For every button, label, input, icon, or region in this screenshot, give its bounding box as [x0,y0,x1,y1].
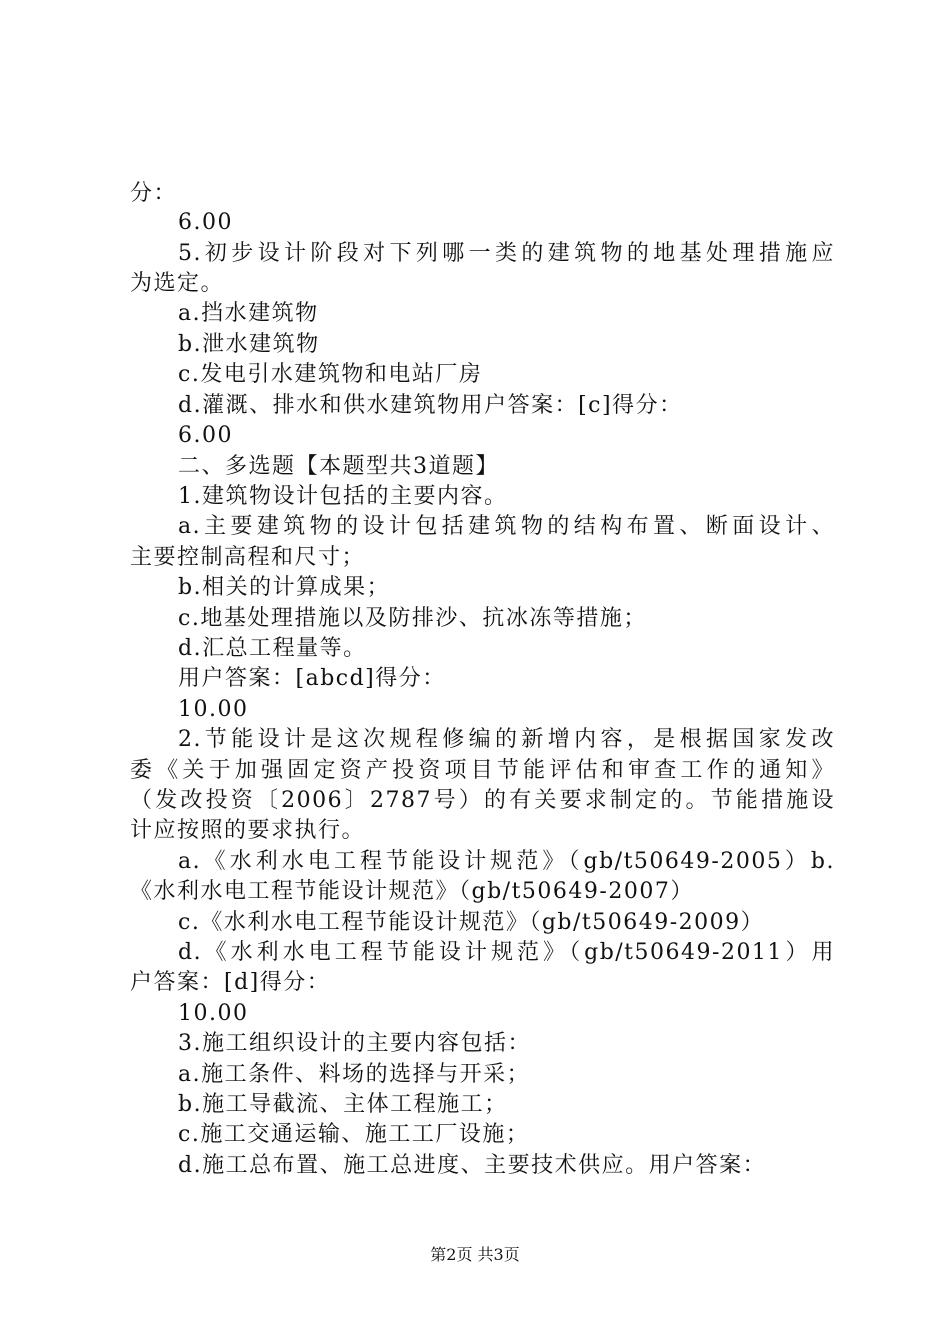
text-line: 委《关于加强固定资产投资项目节能评估和审查工作的通知》 [130,758,835,783]
option-a: a.《水利水电工程节能设计规范》（gb/t50649-2005）b. [178,849,835,874]
option-b: b.泄水建筑物 [178,332,320,357]
score-value: 10.00 [178,697,249,722]
option-a: a.挡水建筑物 [178,301,319,326]
option-c: c.施工交通运输、施工工厂设施； [178,1122,530,1147]
option-a: a.主要建筑物的设计包括建筑物的结构布置、断面设计、 [178,514,835,539]
option-c: c.《水利水电工程节能设计规范》（gb/t50649-2009） [178,910,765,935]
option-d: d.《水利水电工程节能设计规范》（gb/t50649-2011）用 [178,940,835,965]
section-heading: 二、多选题【本题型共3道题】 [178,454,499,479]
option-c: c.地基处理措施以及防排沙、抗冰冻等措施； [178,606,647,631]
text-line: 为选定。 [130,271,225,296]
score-value: 6.00 [178,210,233,235]
question-2: 2.节能设计是这次规程修编的新增内容，是根据国家发改 [178,727,835,752]
option-b: b.相关的计算成果； [178,575,391,600]
text-line: 主要控制高程和尺寸； [130,545,366,570]
user-answer: 用户答案：[abcd]得分： [178,666,446,691]
option-d: d.施工总布置、施工总进度、主要技术供应。用户答案： [178,1153,767,1178]
page-footer: 第2页 共3页 [430,1245,520,1264]
text-line: （发改投资〔2006〕2787号）的有关要求制定的。节能措施设 [130,788,835,813]
option-b: b.施工导截流、主体工程施工； [178,1092,508,1117]
score-value: 6.00 [178,423,233,448]
option-d: d.汇总工程量等。 [178,636,367,661]
user-answer: 户答案：[d]得分： [130,970,331,995]
question-1: 1.建筑物设计包括的主要内容。 [178,484,508,509]
text-line: 计应按照的要求执行。 [130,818,366,843]
option-b: 《水利水电工程节能设计规范》（gb/t50649-2007） [130,879,694,904]
text-line: 分： [130,181,178,206]
question-3: 3.施工组织设计的主要内容包括： [178,1031,531,1056]
option-a: a.施工条件、料场的选择与开采； [178,1062,531,1087]
question-5: 5.初步设计阶段对下列哪一类的建筑物的地基处理措施应 [178,241,835,266]
score-value: 10.00 [178,1001,249,1026]
option-c: c.发电引水建筑物和电站厂房 [178,362,483,387]
option-d: d.灌溉、排水和供水建筑物用户答案：[c]得分： [178,393,683,418]
